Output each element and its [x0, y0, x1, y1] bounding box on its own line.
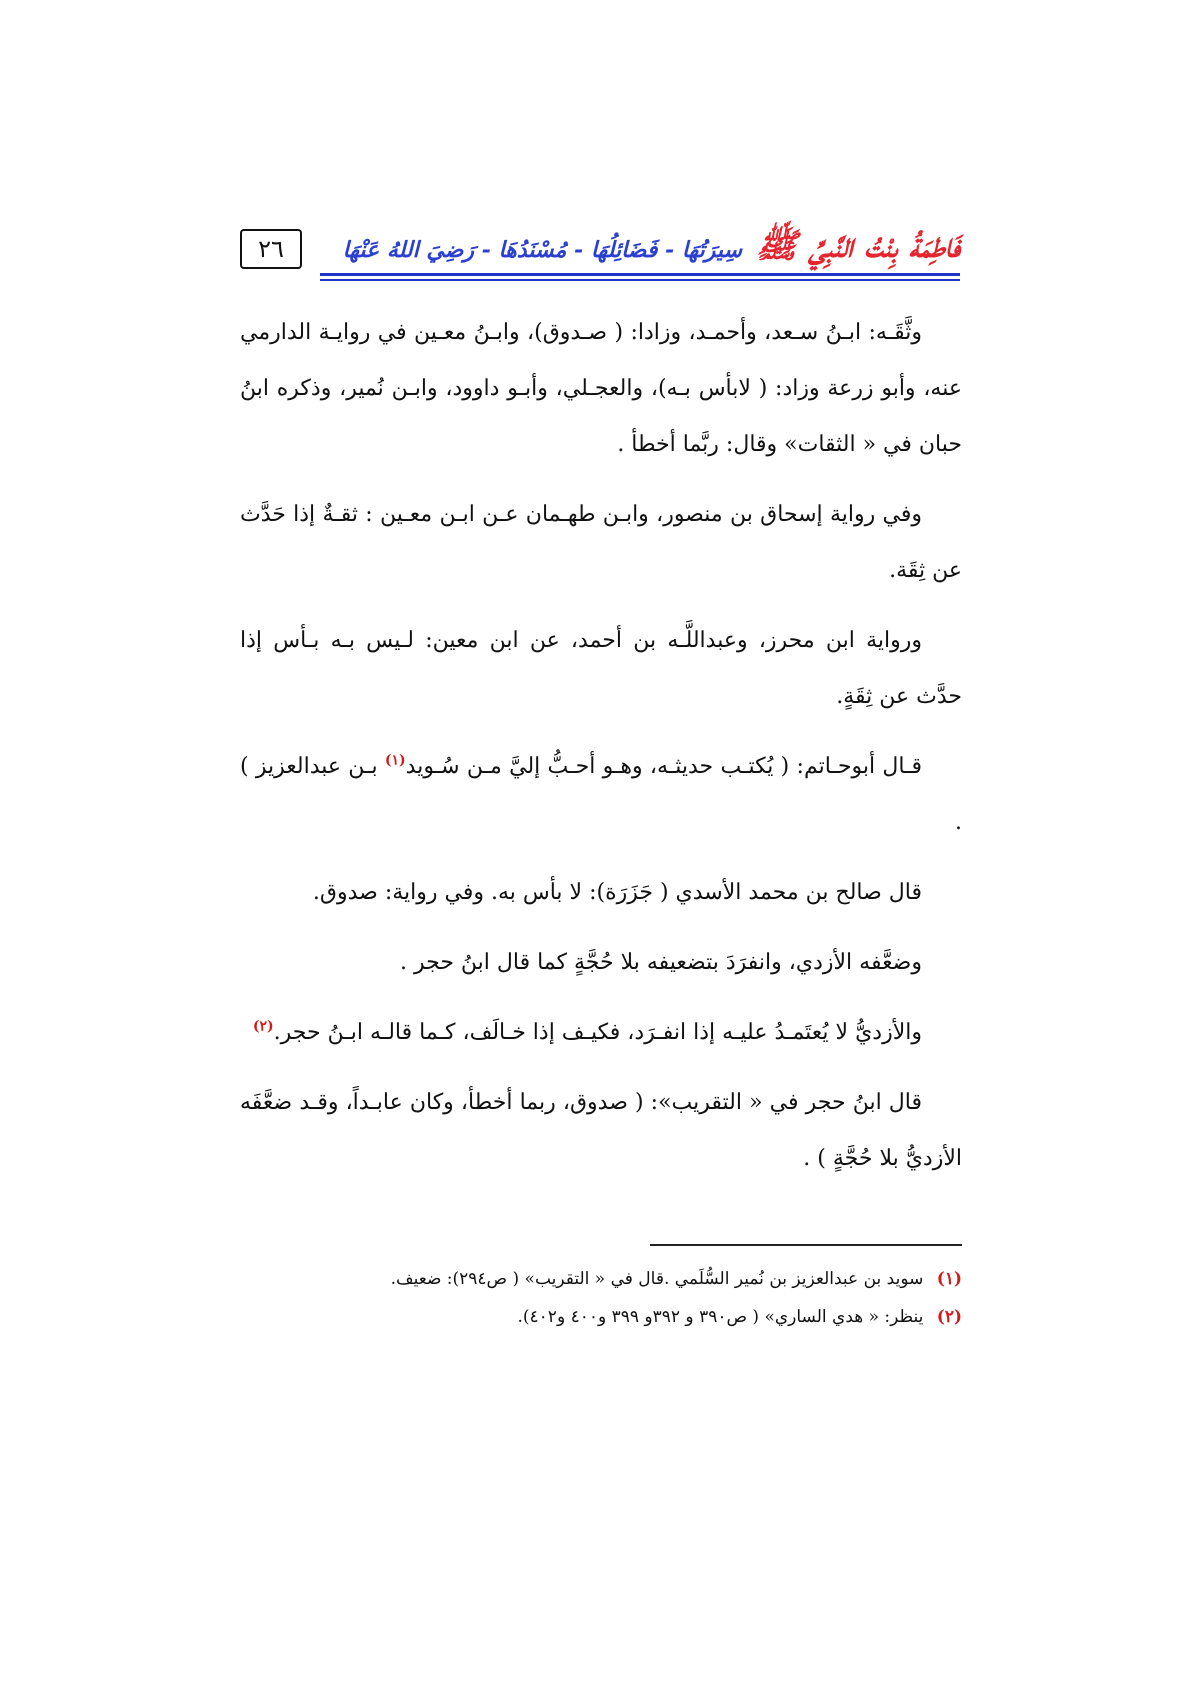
book-title-main: فَاطِمَةُ بِنْتُ النَّبِيِّ ﷺ: [756, 226, 960, 266]
page-number: ٢٦: [258, 235, 284, 263]
footnote-1: [240, 1260, 962, 1298]
footnote-number: (١): [936, 1269, 962, 1289]
paragraph-text: بـن عبدالعزيز ) .: [240, 754, 962, 835]
paragraph-text: والأزديُّ لا يُعتَمـدُ عليـه إذا انفـرَد، فكيـف إذا خـالَف، كـما قالـه ابـنُ حجر.: [273, 1020, 922, 1045]
footnote-ref-1[interactable]: (١): [384, 752, 406, 769]
footnote-text: ينظر: « هدي الساري» ( ص٣٩٠ و ٣٩٢و ٣٩٩ و٤٠٠ و٤٠٢).: [517, 1307, 924, 1327]
paragraph: وثَّقَـه: ابـنُ سـعد، وأحمـد، وزادا: ( صـدوق)، وابـنُ معـين في روايـة الدارمي عنه، وأبو زرعة وزاد: ( لابأس بـه)، والعجـلي، وأبـو داوود، وابـن نُمير، وذكره ابنُ حبان في « الثقات» وقال: ربَّما أخطأ .: [240, 320, 962, 457]
paragraph-with-footnote-2: [240, 1005, 962, 1061]
body-text: [240, 305, 962, 1201]
page-number-box: [240, 229, 302, 269]
page-header: [240, 225, 960, 280]
footnote-separator: [650, 1244, 962, 1246]
header-rule-thick: [320, 273, 960, 276]
footnote-number: (٢): [936, 1307, 962, 1327]
header-rule-thin: [320, 279, 960, 281]
paragraph-text: قـال أبوحـاتم: ( يُكتـب حديثـه، وهـو أحـبُّ إليَّ مـن سُـويد: [405, 754, 922, 779]
footnotes: [240, 1260, 962, 1336]
footnote-text: سويد بن عبدالعزيز بن نُمير السُّلَمي .قال في « التقريب» ( ص٢٩٤): ضعيف.: [390, 1269, 924, 1289]
footnote-ref-2[interactable]: (٢): [252, 1018, 274, 1035]
footnote-2: [240, 1298, 962, 1336]
paragraph: قال ابنُ حجر في « التقريب»: ( صدوق، ربما أخطأ، وكان عابـداً، وقـد ضعَّفَه الأزديُّ بلا حُجَّةٍ ) .: [240, 1090, 962, 1171]
paragraph: قال صالح بن محمد الأسدي ( جَزَرَة): لا بأس به. وفي رواية: صدوق.: [312, 880, 922, 905]
paragraph: وضعَّفه الأزدي، وانفرَدَ بتضعيفه بلا حُجَّةٍ كما قال ابنُ حجر .: [400, 950, 922, 975]
paragraph-with-footnote-1: [240, 739, 962, 851]
book-title: [340, 225, 960, 275]
paragraph: ورواية ابن محرز، وعبداللَّـه بن أحمد، عن ابن معين: لـيس بـه بـأس إذا حدَّث عن ثِقَةٍ.: [240, 628, 962, 709]
book-title-subtitle: سِيرَتُهَا - فَضَائِلُهَا - مُسْنَدُهَا - رَضِيَ اللهُ عَنْهَا: [342, 237, 742, 263]
paragraph: وفي رواية إسحاق بن منصور، وابـن طهـمان عـن ابـن معـين : ثقـةٌ إذا حَدَّث عن ثِقَة.: [240, 502, 962, 583]
